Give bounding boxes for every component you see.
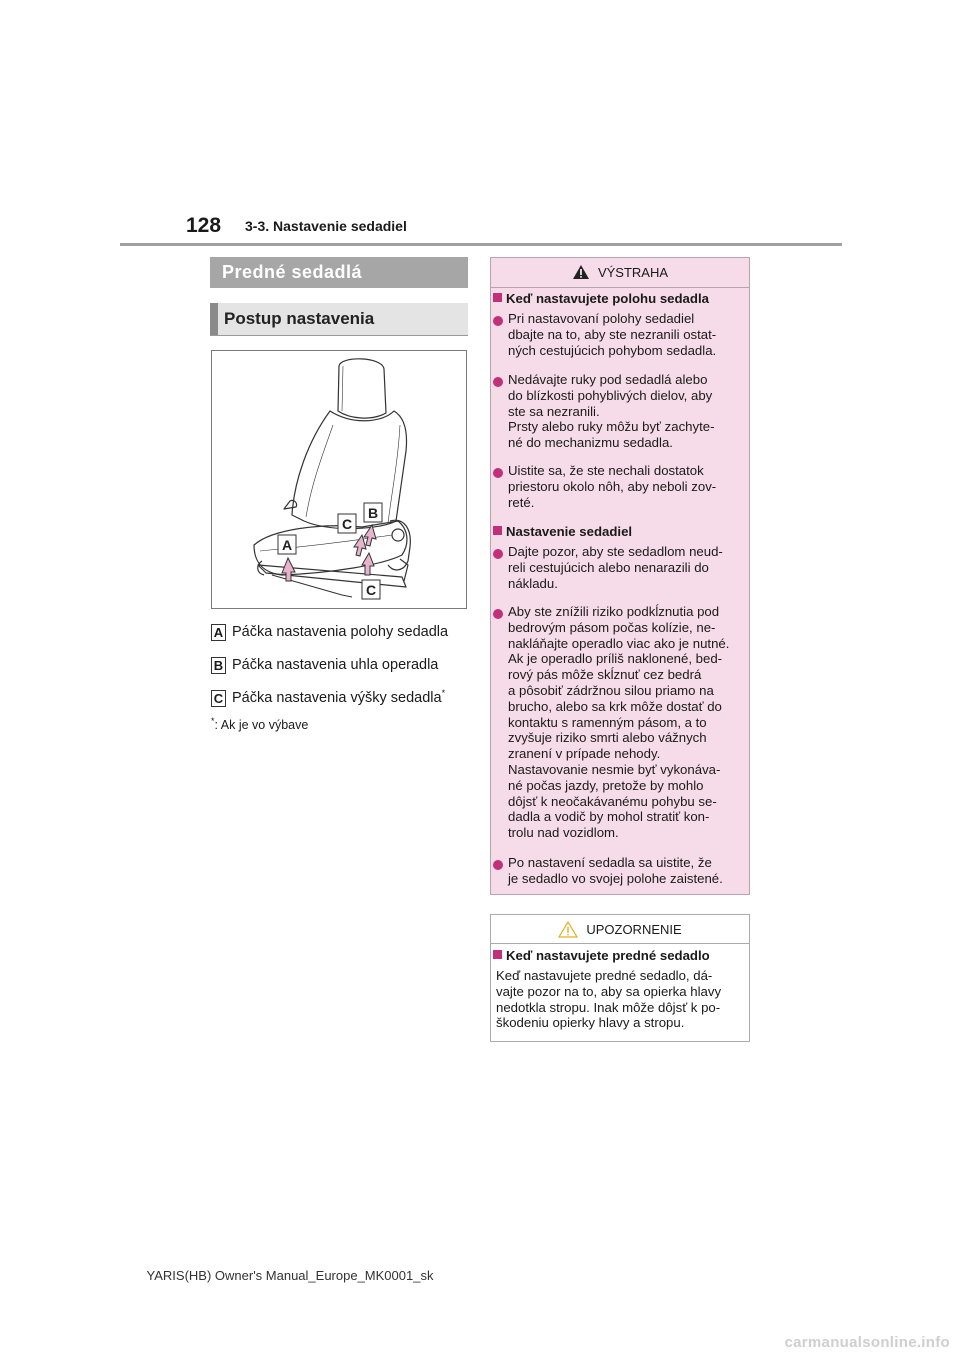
callout-c-lower: C xyxy=(366,582,377,598)
header-divider xyxy=(120,243,842,246)
notice-text: Keď nastavujete predné sedadlo, dá- vajte pozor na to, aby sa opierka hlavy nedotkla stropu. Inak môže dôjsť k po- škodeniu opierky hlavy a stropu. xyxy=(496,968,722,1031)
legend-footnote-mark: * xyxy=(441,688,446,698)
footnote-mark: * xyxy=(211,716,215,726)
legend-item-c xyxy=(211,688,445,708)
page-number: 128 xyxy=(186,214,222,237)
legend-key: C xyxy=(211,690,226,707)
bullet-icon xyxy=(493,860,503,870)
seat-drawing xyxy=(212,351,466,608)
warning-item: Uistite sa, že ste nechali dostatok priestoru okolo nôh, aby neboli zov- reté. xyxy=(493,463,747,510)
footer xyxy=(0,1268,960,1283)
legend-text: Páčka nastavenia polohy sedadla xyxy=(232,624,449,640)
warning-item: Aby ste znížili riziko podkĺznutia pod bedrovým pásom počas kolízie, ne- nakláňajte operadlo viac ako je nutné. Ak je operadlo príliš naklonené, bed- rový pás môže skĺznuť cez bedrá a pôsobiť zádržnou silou priamo na brucho, alebo sa krk môže dostať do kontaktu s ramenným pásom, a to zvyšuje riziko smrti alebo vážnych zranení v prípade nehody. Nastavovanie nesmie byť vykonáva- né počas jazdy, pretože by mohlo dôjsť k neočakávanému pohybu se- dadla a vodič by mohol stratiť kon- trolu nad vozidlom. xyxy=(493,604,747,841)
notice-title: UPOZORNENIE xyxy=(586,921,682,937)
section-heading: Predné sedadlá xyxy=(210,257,468,288)
square-bullet-icon xyxy=(493,526,502,535)
callout-b: B xyxy=(368,505,379,521)
bullet-icon xyxy=(493,377,503,387)
footnote-text: : Ak je vo výbave xyxy=(214,718,309,733)
bullet-icon xyxy=(493,609,503,619)
legend-key: A xyxy=(211,624,226,641)
warning-item: Dajte pozor, aby ste sedadlom neud- reli cestujúcich alebo nenarazili do nákladu. xyxy=(493,544,747,591)
warning-subheading-2: Nastavenie sedadiel xyxy=(493,524,632,540)
square-bullet-icon xyxy=(493,950,502,959)
notice-header-rule xyxy=(491,943,749,944)
legend-text: Páčka nastavenia uhla operadla xyxy=(232,657,439,673)
warning-item: Nedávajte ruky pod sedadlá alebo do blízkosti pohyblivých dielov, aby ste sa nezranili. Prsty alebo ruky môžu byť zachyte- né do mechanizmu sedadla. xyxy=(493,372,747,451)
warning-triangle-icon xyxy=(572,264,590,280)
footnote xyxy=(211,716,308,732)
square-bullet-icon xyxy=(493,293,502,302)
warning-subheading-1: Keď nastavujete polohu sedadla xyxy=(493,291,709,307)
notice-subheading: Keď nastavujete predné sedadlo xyxy=(493,948,710,964)
callout-a: A xyxy=(282,537,293,553)
warning-header xyxy=(491,258,749,286)
subsection-rule xyxy=(210,335,468,336)
footer-text: YARIS(HB) Owner's Manual_Europe_MK0001_sk xyxy=(146,1268,434,1283)
bullet-icon xyxy=(493,549,503,559)
bullet-icon xyxy=(493,468,503,478)
legend-text: Páčka nastavenia výšky sedadla xyxy=(232,690,442,706)
bullet-icon xyxy=(493,316,503,326)
caution-triangle-icon xyxy=(558,921,578,938)
watermark: carmanualsonline.info xyxy=(784,1334,950,1351)
legend-item-b xyxy=(211,655,438,675)
callout-c-upper: C xyxy=(342,516,353,532)
legend-item-a xyxy=(211,622,448,642)
warning-item: Pri nastavovaní polohy sedadiel dbajte na to, aby ste nezranili ostat- ných cestujúcich pohybom sedadla. xyxy=(493,311,747,358)
seat-illustration xyxy=(211,350,467,609)
legend-key: B xyxy=(211,657,226,674)
warning-item: Po nastavení sedadla sa uistite, že je sedadlo vo svojej polohe zaistené. xyxy=(493,855,747,887)
section-title: 3-3. Nastavenie sedadiel xyxy=(245,218,407,234)
subsection-heading: Postup nastavenia xyxy=(210,303,468,335)
warning-header-rule xyxy=(491,287,749,288)
warning-title: VÝSTRAHA xyxy=(597,264,669,280)
notice-header xyxy=(491,915,749,943)
